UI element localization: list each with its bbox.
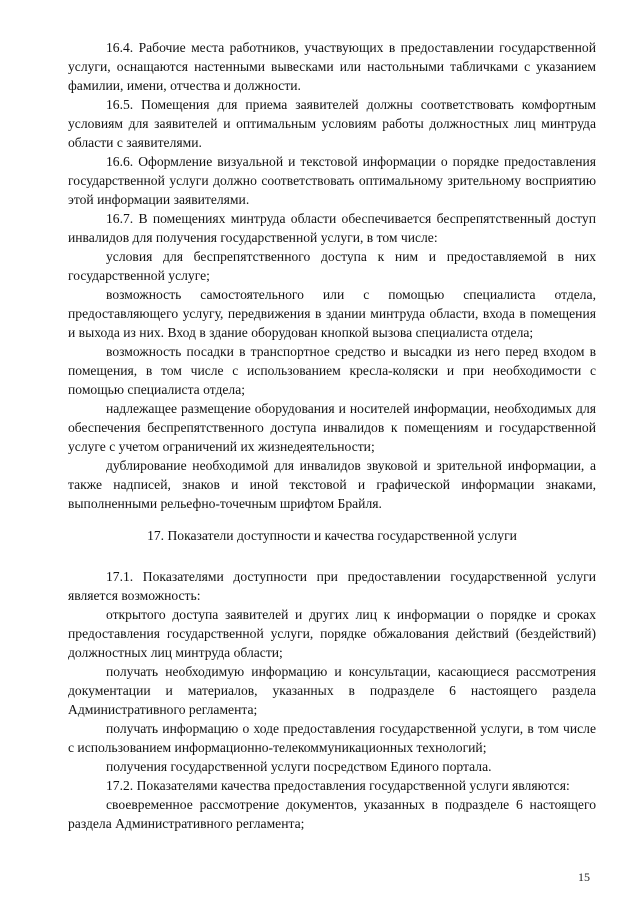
page-number: 15 — [578, 870, 590, 884]
paragraph-17-2: 17.2. Показателями качества предоставления государственной услуги являются: — [106, 778, 570, 793]
list-item-equipment: надлежащее размещение оборудования и носителей информации, необходимых для обеспечения беспрепятственного доступа инвалидов к помещениям и государственной услуге с учетом ограничений их жизнедеятельности; — [68, 401, 596, 454]
paragraph-16-7: 16.7. В помещениях минтруда области обеспечивается беспрепятственный доступ инвалидов для получения государственной услуги, в том числе: — [68, 211, 596, 245]
list-item-movement: возможность самостоятельного или с помощью специалиста отдела, предоставляющего услугу, передвижения в здании минтруда области, входа в помещения и выхода из них. Вход в здание оборудован кнопкой вызова специалиста отдела; — [68, 287, 596, 340]
section-title-17: 17. Показатели доступности и качества государственной услуги — [147, 528, 517, 543]
paragraph-16-4: 16.4. Рабочие места работников, участвующих в предоставлении государственной услуги, оснащаются настенными вывесками или настольными табличками с указанием фамилии, имени, отчества и должности. — [68, 40, 596, 93]
list-item-progress-info: получать информацию о ходе предоставления государственной услуги, в том числе с использованием информационно-телекоммуникационных технологий; — [68, 721, 596, 755]
paragraph-16-6: 16.6. Оформление визуальной и текстовой информации о порядке предоставления государственной услуги должно соответствовать оптимальному зрительному восприятию этой информации заявителями. — [68, 154, 596, 207]
list-item-access-conditions: условия для беспрепятственного доступа к ним и предоставляемой в них государственной услуге; — [68, 249, 596, 283]
list-item-braille: дублирование необходимой для инвалидов звуковой и зрительной информации, а также надписей, знаков и иной текстовой и графической информации знаками, выполненными рельефно-точечным шрифтом Брайля. — [68, 458, 596, 511]
paragraph-16-5: 16.5. Помещения для приема заявителей должны соответствовать комфортным условиям для заявителей и оптимальным условиям работы должностных лиц минтруда области с заявителями. — [68, 97, 596, 150]
document-body — [68, 38, 596, 833]
list-item-timely-review: своевременное рассмотрение документов, указанных в подразделе 6 настоящего раздела Административного регламента; — [68, 797, 596, 831]
list-item-consultation: получать необходимую информацию и консультации, касающиеся рассмотрения документации и материалов, указанных в подразделе 6 настоящего раздела Административного регламента; — [68, 664, 596, 717]
list-item-transport: возможность посадки в транспортное средство и высадки из него перед входом в помещения, в том числе с использованием кресла-коляски и при необходимости с помощью специалиста отдела; — [68, 344, 596, 397]
list-item-open-access: открытого доступа заявителей и других лиц к информации о порядке и сроках предоставления государственной услуги, порядке обжалования действий (бездействий) должностных лиц минтруда области; — [68, 607, 596, 660]
list-item-unified-portal: получения государственной услуги посредством Единого портала. — [106, 759, 492, 774]
paragraph-17-1: 17.1. Показателями доступности при предоставлении государственной услуги является возможность: — [68, 569, 596, 603]
